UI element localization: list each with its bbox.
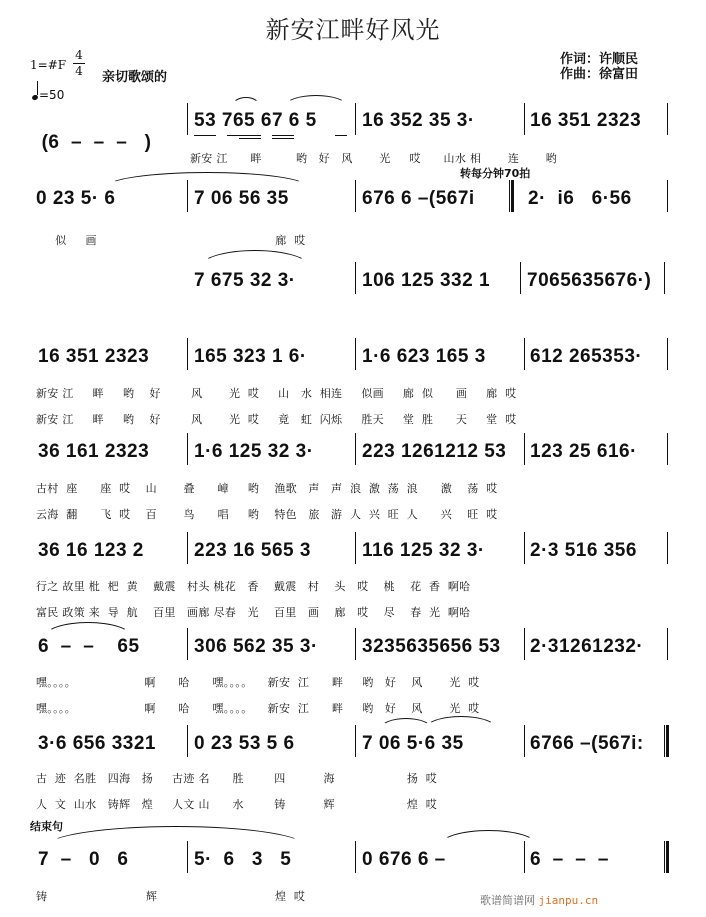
barline xyxy=(667,180,668,212)
measure: 223 16 565 3 xyxy=(194,540,311,561)
measure: 16 351 2323 xyxy=(38,346,150,367)
measure: 53 765 67 6 5 xyxy=(194,110,317,131)
barline xyxy=(187,725,188,757)
tempo-mark xyxy=(32,85,64,102)
lyric-line: 似 画 廊 哎 xyxy=(40,234,306,247)
measure: 123 25 616· xyxy=(530,441,637,462)
tempo-change-mark: 转每分钟70拍 xyxy=(460,167,531,180)
repeat-end-barline xyxy=(664,725,669,757)
measure: 1·6 125 32 3· xyxy=(194,441,314,462)
barline xyxy=(524,103,525,135)
notation-row-1 xyxy=(30,110,152,154)
barline xyxy=(187,103,188,135)
quarter-note-icon xyxy=(31,94,38,101)
underline xyxy=(239,138,261,139)
measure: 2·3 516 356 xyxy=(530,540,637,561)
measure: 3235635656 53 xyxy=(362,636,501,657)
measure: 6 – – – xyxy=(530,849,609,870)
slur xyxy=(232,97,260,106)
slur xyxy=(285,95,347,106)
barline xyxy=(667,433,668,465)
lyric-line: 行之 故里 枇 杷 黄 戴震 村头 桃花 香 戴震 村 头 哎 桃 花 香 啊哈 xyxy=(36,580,471,593)
measure: 7065635676·) xyxy=(527,270,652,291)
measure: 3·6 656 3321 xyxy=(38,733,156,754)
measure: 0 676 6 – xyxy=(362,849,446,870)
barline xyxy=(355,180,356,212)
measure: 1·6 623 165 3 xyxy=(362,346,486,367)
lyric-line: 云海 翻 飞 哎 百 鸟 唱 哟 特色 旅 游 人 兴 旺 人 兴 旺 哎 xyxy=(36,508,498,521)
ending-label: 结束句 xyxy=(30,820,63,833)
measure: 116 125 32 3· xyxy=(362,540,485,561)
lyric-line: 新安 江 畔 哟 好 风 光 哎 山 水 相连 似画 廊 似 画 廊 哎 xyxy=(36,387,517,400)
measure: 2· i6 6·56 xyxy=(528,188,632,209)
underline xyxy=(227,135,261,136)
slur xyxy=(45,826,307,847)
key-signature: 1=#F xyxy=(30,58,67,72)
expression-mark: 亲切歌颂的 xyxy=(102,70,168,85)
barline xyxy=(524,841,525,873)
measure: 612 265353· xyxy=(530,346,643,367)
credits xyxy=(560,52,638,82)
measure: 36 161 2323 xyxy=(38,441,150,462)
time-signature xyxy=(72,48,86,79)
slur xyxy=(44,622,132,637)
measure: 7 06 5·6 35 xyxy=(362,733,464,754)
lyricist: 作词：许顺民 xyxy=(560,52,639,67)
measure: 7 – 0 6 xyxy=(38,849,129,870)
barline xyxy=(664,262,665,294)
barline xyxy=(187,628,188,660)
barline xyxy=(355,628,356,660)
watermark-domain: jianpu.cn xyxy=(538,894,599,907)
underline xyxy=(335,135,347,136)
measure: 7 675 32 3· xyxy=(194,270,296,291)
lyric-line: 富民 政策 来 导 航 百里 画廊 尽春 光 百里 画 廊 哎 尽 春 光 啊哈 xyxy=(36,606,471,619)
lyric-line: 铸 辉 煌 哎 xyxy=(36,890,306,903)
measure: 165 323 1 6· xyxy=(194,346,307,367)
slur xyxy=(440,830,537,845)
lyric-line: 人 文 山水 铸辉 煌 人文 山 水 铸 辉 煌 哎 xyxy=(36,798,438,811)
measure: 223 1261212 53 xyxy=(362,441,507,462)
lyric-line: 新安 江 畔 哟 好 风 光 哎 山水 相 连 哟 xyxy=(190,152,558,165)
barline xyxy=(187,532,188,564)
barline xyxy=(667,338,668,370)
barline xyxy=(524,338,525,370)
barline xyxy=(187,433,188,465)
measure: 7 06 56 35 xyxy=(194,188,289,209)
intro-phrase: (6 – – – ) xyxy=(41,132,152,153)
slur xyxy=(200,250,310,267)
barline xyxy=(187,338,188,370)
barline xyxy=(355,262,356,294)
barline xyxy=(524,628,525,660)
barline xyxy=(524,725,525,757)
lyric-line: 嘿。。。。 啊 哈 嘿。。。。 新安 江 畔 哟 好 风 光 哎 xyxy=(36,702,480,715)
underline xyxy=(272,138,294,139)
time-signature-top: 4 xyxy=(75,48,83,62)
repeat-start-barline xyxy=(509,180,514,212)
watermark xyxy=(480,892,598,908)
barline xyxy=(355,338,356,370)
measure: 16 351 2323 xyxy=(530,110,642,131)
measure: 6766 –(567i: xyxy=(530,733,644,754)
final-barline xyxy=(664,841,669,873)
song-title: 新安江畔好风光 xyxy=(265,16,441,44)
barline xyxy=(667,628,668,660)
slur xyxy=(106,172,308,187)
slur xyxy=(425,716,497,729)
time-signature-bottom: 4 xyxy=(75,64,83,78)
barline xyxy=(524,433,525,465)
measure: 2·31261232· xyxy=(530,636,644,657)
barline xyxy=(667,532,668,564)
measure: 5· 6 3 5 xyxy=(194,849,292,870)
barline xyxy=(355,532,356,564)
underline xyxy=(194,135,216,136)
barline xyxy=(355,841,356,873)
underline xyxy=(272,135,294,136)
barline xyxy=(524,532,525,564)
measure: 6 – – 65 xyxy=(38,636,140,657)
note-stem-icon xyxy=(37,81,38,95)
barline xyxy=(667,103,668,135)
watermark-text: 歌谱简谱网 xyxy=(480,894,535,907)
barline xyxy=(355,433,356,465)
measure: 306 562 35 3· xyxy=(194,636,318,657)
measure: 676 6 –(567i xyxy=(362,188,475,209)
barline xyxy=(520,262,521,294)
measure: 106 125 332 1 xyxy=(362,270,491,291)
lyric-line: 古 迹 名胜 四海 扬 古迹 名 胜 四 海 扬 哎 xyxy=(36,772,438,785)
lyric-line: 古村 座 座 哎 山 叠 嶂 哟 渔歌 声 声 浪 激 荡 浪 激 荡 哎 xyxy=(36,482,498,495)
measure: 0 23 5· 6 xyxy=(36,188,116,209)
measure: 36 16 123 2 xyxy=(38,540,144,561)
composer: 作曲：徐富田 xyxy=(560,67,639,82)
barline xyxy=(355,103,356,135)
lyric-line: 新安 江 畔 哟 好 风 光 哎 竟 虹 闪烁 胜天 堂 胜 天 堂 哎 xyxy=(36,413,517,426)
measure: 0 23 53 5 6 xyxy=(194,733,295,754)
barline xyxy=(355,725,356,757)
tempo-value: =50 xyxy=(39,88,65,102)
lyric-line: 嘿。。。。 啊 哈 嘿。。。。 新安 江 畔 哟 好 风 光 哎 xyxy=(36,676,480,689)
measure: 16 352 35 3· xyxy=(362,110,475,131)
